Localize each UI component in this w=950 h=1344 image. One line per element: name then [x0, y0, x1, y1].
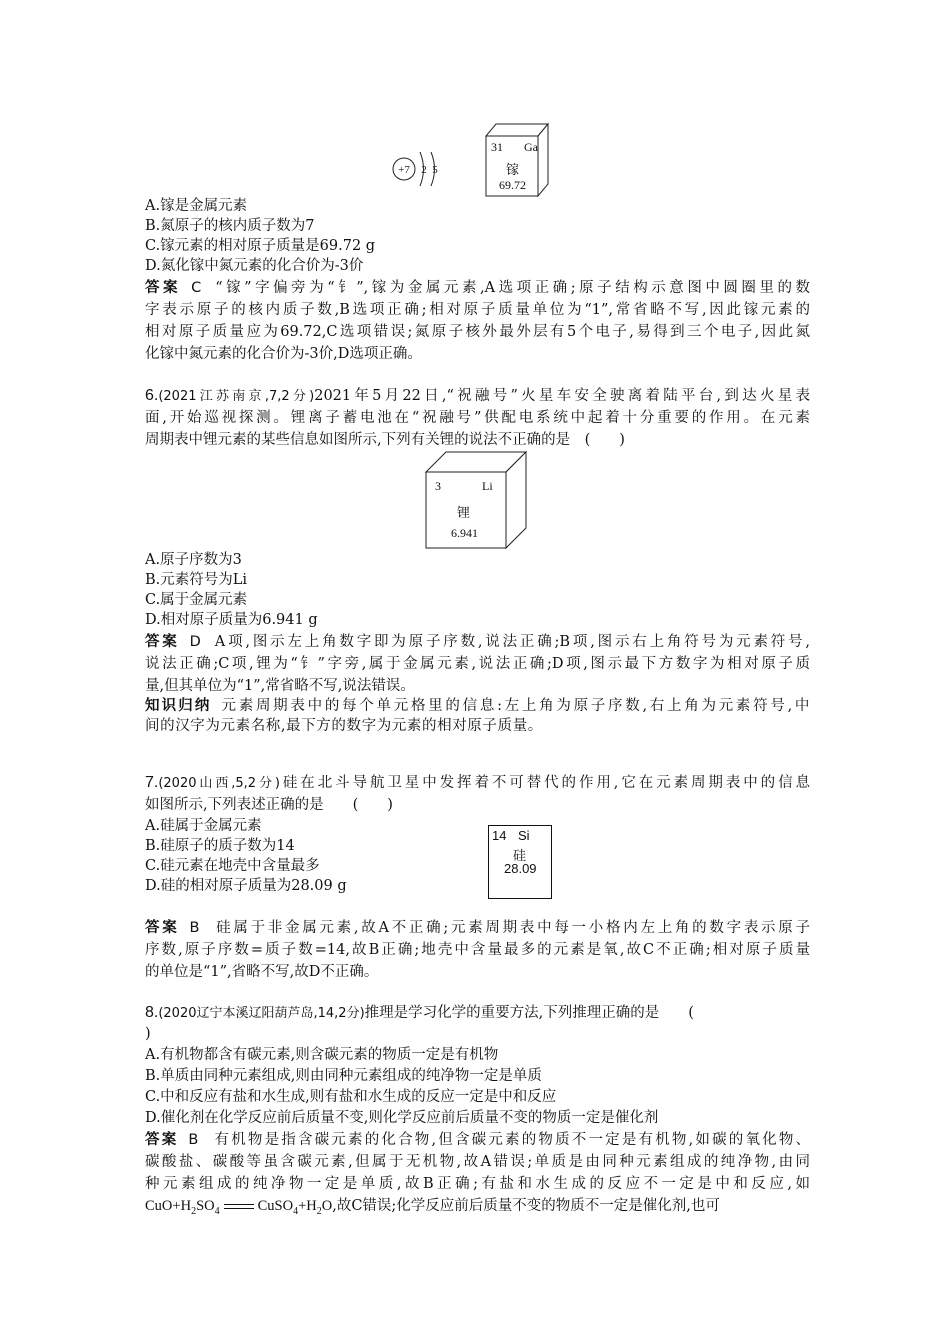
- eq-product-c: O: [321, 1198, 333, 1214]
- eq-product-b: +H: [298, 1198, 317, 1214]
- ga-element-cell: [484, 122, 560, 198]
- q5-option-a: A.镓是金属元素: [145, 198, 248, 214]
- li-element-symbol: Li: [482, 479, 493, 493]
- li-atomic-mass: 6.941: [451, 526, 478, 540]
- q8-option-a: A.有机物都含有碳元素,则含碳元素的物质一定是有机物: [145, 1047, 499, 1063]
- ga-atomic-mass: 69.72: [499, 178, 526, 192]
- q6-number: 6.: [145, 387, 159, 404]
- q8-stem-2: ): [145, 1026, 151, 1042]
- q7-explanation-3: 的单位是“1”,省略不写,故D不正确。: [145, 964, 379, 980]
- q6-explanation-2: 说法正确;C项,锂为“钅”字旁,属于金属元素,说法正确;D项,图示最下方数字为相对原子质: [145, 656, 810, 672]
- q7-stem-1: 硅在北斗导航卫星中发挥着不可替代的作用,它在元素周期表中的信息: [279, 775, 810, 791]
- q6-explanation-3: 量,但其单位为“1”,常省略不写,说法错误。: [145, 678, 415, 694]
- q8-equation-line: [145, 1196, 810, 1222]
- si-atomic-number: 14: [492, 828, 507, 843]
- q7-stem-2: 如图所示,下列表述正确的是 ( ): [145, 797, 393, 813]
- q7-option-a: A.硅属于金属元素: [145, 818, 262, 834]
- q5-option-c: C.镓元素的相对原子质量是69.72 g: [145, 238, 376, 254]
- q8-explanation-2: 碳酸盐、碳酸等虽含碳元素,但属于无机物,故A错误;单质是由同种元素组成的纯净物,由同: [145, 1154, 810, 1170]
- q7-explanation-1: 硅属于非金属元素,故A不正确;元素周期表中每一小格内左上角的数字表示原子: [213, 920, 810, 936]
- q6-summary-line-1: [145, 696, 810, 716]
- q8-stem-1: 推理是学习化学的重要方法,下列推理正确的是 (: [364, 1005, 694, 1021]
- eq-product-a: CuSO: [257, 1198, 294, 1214]
- q8-answer-letter: B: [188, 1132, 199, 1148]
- q6-option-b: B.元素符号为Li: [145, 572, 248, 588]
- q5-explanation-3: 相对原子质量应为69.72,C选项错误;氮原子核外最外层有5个电子,易得到三个电子,因此氮: [145, 324, 810, 340]
- nucleus-charge: +7: [398, 164, 410, 176]
- q7-answer-label: 答案: [145, 920, 180, 936]
- q5-answer-label: 答案: [145, 280, 182, 296]
- shell-count-2: 5: [432, 164, 438, 176]
- q6-stem-1: 2021年5月22日,“祝融号”火星车安全驶离着陆平台,到达火星表: [314, 388, 810, 404]
- q5-answer-letter: C: [191, 280, 202, 296]
- q8-option-d: D.催化剂在化学反应前后质量不变,则化学反应前后质量不变的物质一定是催化剂: [145, 1110, 659, 1126]
- q6-answer-label: 答案: [145, 634, 180, 650]
- q8-answer-line-1: [145, 1130, 810, 1150]
- equation-double-line: [224, 1204, 254, 1209]
- q7-number: 7.: [145, 774, 159, 791]
- q7-answer-letter: B: [189, 920, 200, 936]
- eq-reactant-2-a: +H: [172, 1198, 192, 1214]
- q6-stem-3: 周期表中锂元素的某些信息如图所示,下列有关锂的说法不正确的是 ( ): [145, 432, 625, 448]
- q7-stem-line-1: [145, 773, 810, 794]
- q7-answer-line-1: [145, 918, 810, 938]
- q5-explanation-2: 字表示原子的核内质子数,B选项正确;相对原子质量单位为“1”,常省略不写,因此镓元素的: [145, 302, 810, 318]
- eq-reactant-2-sub-2: 4: [214, 1205, 220, 1217]
- q5-option-d: D.氮化镓中氮元素的化合价为-3价: [145, 258, 364, 274]
- q8-stem-line-1: [145, 1003, 810, 1024]
- q7-explanation-2: 序数,原子序数=质子数=14,故B正确;地壳中含量最多的元素是氧,故C不正确;相对原子质量: [145, 942, 810, 958]
- q5-explanation-4: 化镓中氮元素的化合价为-3价,D选项正确。: [145, 346, 422, 362]
- q6-summary-1: 元素周期表中的每个单元格里的信息:左上角为原子序数,右上角为元素符号,中: [221, 698, 810, 714]
- shell-count-1: 2: [421, 164, 427, 176]
- q7-option-c: C.硅元素在地壳中含量最多: [145, 858, 320, 874]
- q8-answer-label: 答案: [145, 1132, 179, 1148]
- q6-stem-line-1: [145, 386, 810, 407]
- q6-answer-letter: D: [189, 634, 201, 650]
- ga-element-symbol: Ga: [524, 140, 538, 154]
- li-element-name: 锂: [457, 505, 471, 520]
- q6-answer-line-1: [145, 632, 810, 652]
- si-element-name: 硅: [513, 848, 527, 863]
- eq-reactant-1: CuO: [145, 1198, 173, 1214]
- q5-answer-line-1: [145, 278, 810, 298]
- q7-option-d: D.硅的相对原子质量为28.09 g: [145, 878, 347, 894]
- q8-option-b: B.单质由同种元素组成,则由同种元素组成的纯净物一定是单质: [145, 1068, 542, 1084]
- si-element-cell: [488, 825, 552, 899]
- q6-summary-label: 知识归纳: [145, 698, 212, 714]
- eq-product-sub-2: 2: [316, 1205, 322, 1217]
- q6-option-c: C.属于金属元素: [145, 592, 248, 608]
- q6-source: (2021江苏南京,7,2分): [158, 389, 315, 404]
- q5-option-b: B.氮原子的核内质子数为7: [145, 218, 315, 234]
- ga-element-name: 镓: [506, 162, 520, 177]
- q6-explanation-1: A项,图示左上角数字即为原子序数,说法正确;B项,图示右上角符号为元素符号,: [214, 634, 810, 650]
- si-element-symbol: Si: [518, 828, 530, 843]
- q8-number: 8.: [145, 1004, 159, 1021]
- li-element-cell: [424, 450, 528, 550]
- q6-option-a: A.原子序数为3: [145, 552, 242, 568]
- eq-reactant-2-sub-1: 2: [191, 1205, 197, 1217]
- q7-option-b: B.硅原子的质子数为14: [145, 838, 295, 854]
- q8-explanation-1: 有机物是指含碳元素的化合物,但含碳元素的物质不一定是有机物,如碳的氧化物、: [212, 1132, 810, 1148]
- q8-explanation-tail: ,故C错误;化学反应前后质量不变的物质不一定是催化剂,也可: [332, 1198, 720, 1214]
- atom-structure-diagram: [388, 148, 448, 190]
- q5-explanation-1: “镓”字偏旁为“钅”,镓为金属元素,A选项正确;原子结构示意图中圆圈里的数: [215, 280, 810, 296]
- eq-product-sub-1: 4: [293, 1205, 299, 1217]
- si-atomic-mass: 28.09: [504, 861, 537, 876]
- ga-atomic-number: 31: [491, 140, 503, 154]
- li-atomic-number: 3: [435, 479, 441, 493]
- eq-reactant-2-b: SO: [196, 1198, 215, 1214]
- q6-stem-2: 面,开始巡视探测。锂离子蓄电池在“祝融号”供配电系统中起着十分重要的作用。在元素: [145, 410, 810, 426]
- q8-option-c: C.中和反应有盐和水生成,则有盐和水生成的反应一定是中和反应: [145, 1089, 557, 1105]
- q8-explanation-3: 种元素组成的纯净物一定是单质,故B正确;有盐和水生成的反应不一定是中和反应,如: [145, 1176, 810, 1192]
- q6-option-d: D.相对原子质量为6.941 g: [145, 612, 318, 628]
- q8-source: (2020辽宁本溪辽阳葫芦岛,14,2分): [158, 1006, 365, 1021]
- q6-summary-2: 间的汉字为元素名称,最下方的数字为元素的相对原子质量。: [145, 718, 543, 734]
- q7-source: (2020山西,5,2分): [158, 776, 280, 791]
